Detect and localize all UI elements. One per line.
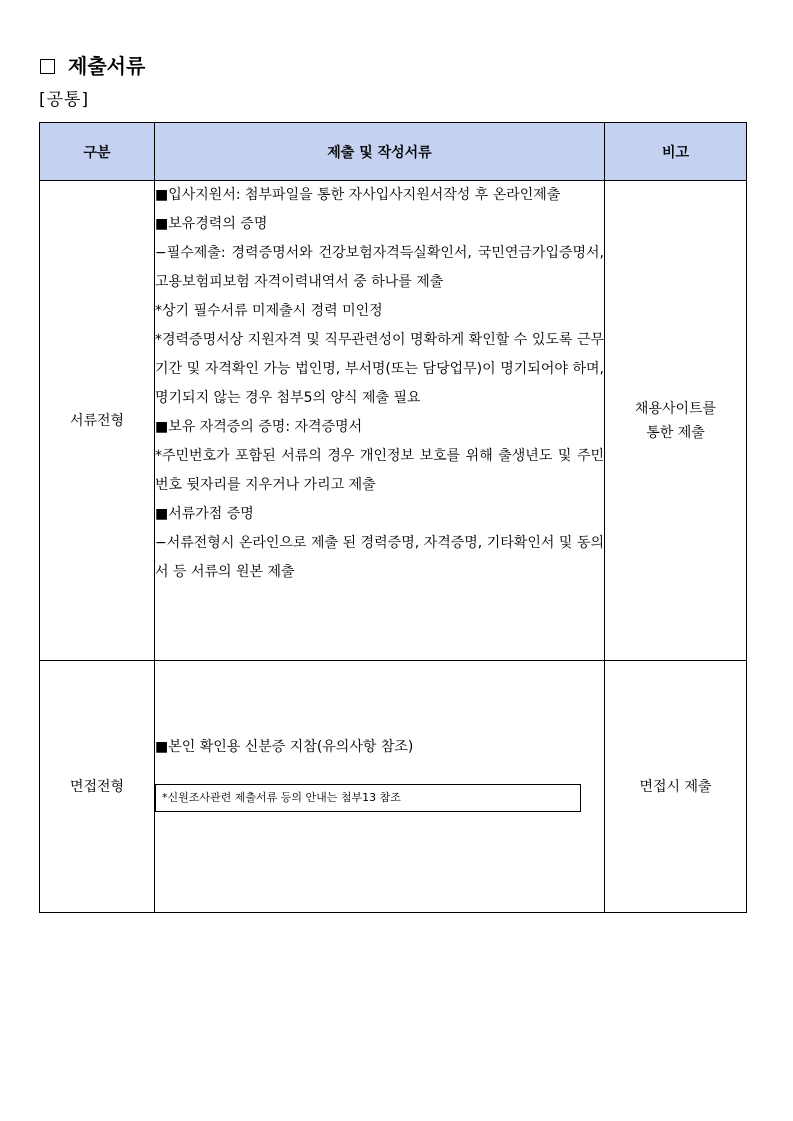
document-line: *경력증명서상 지원자격 및 직무관련성이 명확하게 확인할 수 있도록 근무기간 및 자격확인 가능 법인명, 부서명(또는 담당업무)이 명기되어야 하며, 명기되지 않는 경우 첨부5의 양식 제출 필요 — [155, 332, 604, 406]
header-category: 구분 — [40, 123, 155, 181]
document-line: ■입사지원서: 첨부파일을 통한 자사입사지원서작성 후 온라인제출 — [155, 187, 561, 203]
document-line: ■보유경력의 증명 — [155, 216, 268, 232]
document-line: *주민번호가 포함된 서류의 경우 개인정보 보호를 위해 출생년도 및 주민번호 뒷자리를 지우거나 가리고 제출 — [155, 448, 604, 493]
row-category: 서류전형 — [40, 181, 155, 661]
row-note: 채용사이트를 통한 제출 — [605, 181, 747, 661]
table-row — [40, 661, 747, 913]
section-subtitle: [공통] — [39, 90, 90, 110]
table-header-row — [40, 123, 747, 181]
document-line: ■서류가점 증명 — [155, 506, 254, 522]
checkbox-square-icon — [40, 59, 55, 74]
document-line: *상기 필수서류 미제출시 경력 미인정 — [155, 303, 383, 319]
document-line: ■본인 확인용 신분증 지참(유의사항 참조) — [155, 739, 414, 755]
document-line: ■보유 자격증의 증명: 자격증명서 — [155, 419, 363, 435]
notice-box: *신원조사관련 제출서류 등의 안내는 첨부13 참조 — [155, 784, 581, 812]
header-documents: 제출 및 작성서류 — [155, 123, 605, 181]
row-note: 면접시 제출 — [605, 661, 747, 913]
row-category: 면접전형 — [40, 661, 155, 913]
document-line: −서류전형시 온라인으로 제출 된 경력증명, 자격증명, 기타확인서 및 동의서 등 서류의 원본 제출 — [155, 535, 604, 580]
submission-documents-table — [39, 122, 747, 913]
section-title: 제출서류 — [68, 54, 146, 78]
header-note: 비고 — [605, 123, 747, 181]
table-row — [40, 181, 747, 661]
document-line: −필수제출: 경력증명서와 건강보험자격득실확인서, 국민연금가입증명서, 고용보험피보험 자격이력내역서 중 하나를 제출 — [155, 245, 604, 290]
section-heading — [40, 54, 145, 78]
row-documents — [155, 181, 605, 661]
row-documents — [155, 661, 605, 913]
